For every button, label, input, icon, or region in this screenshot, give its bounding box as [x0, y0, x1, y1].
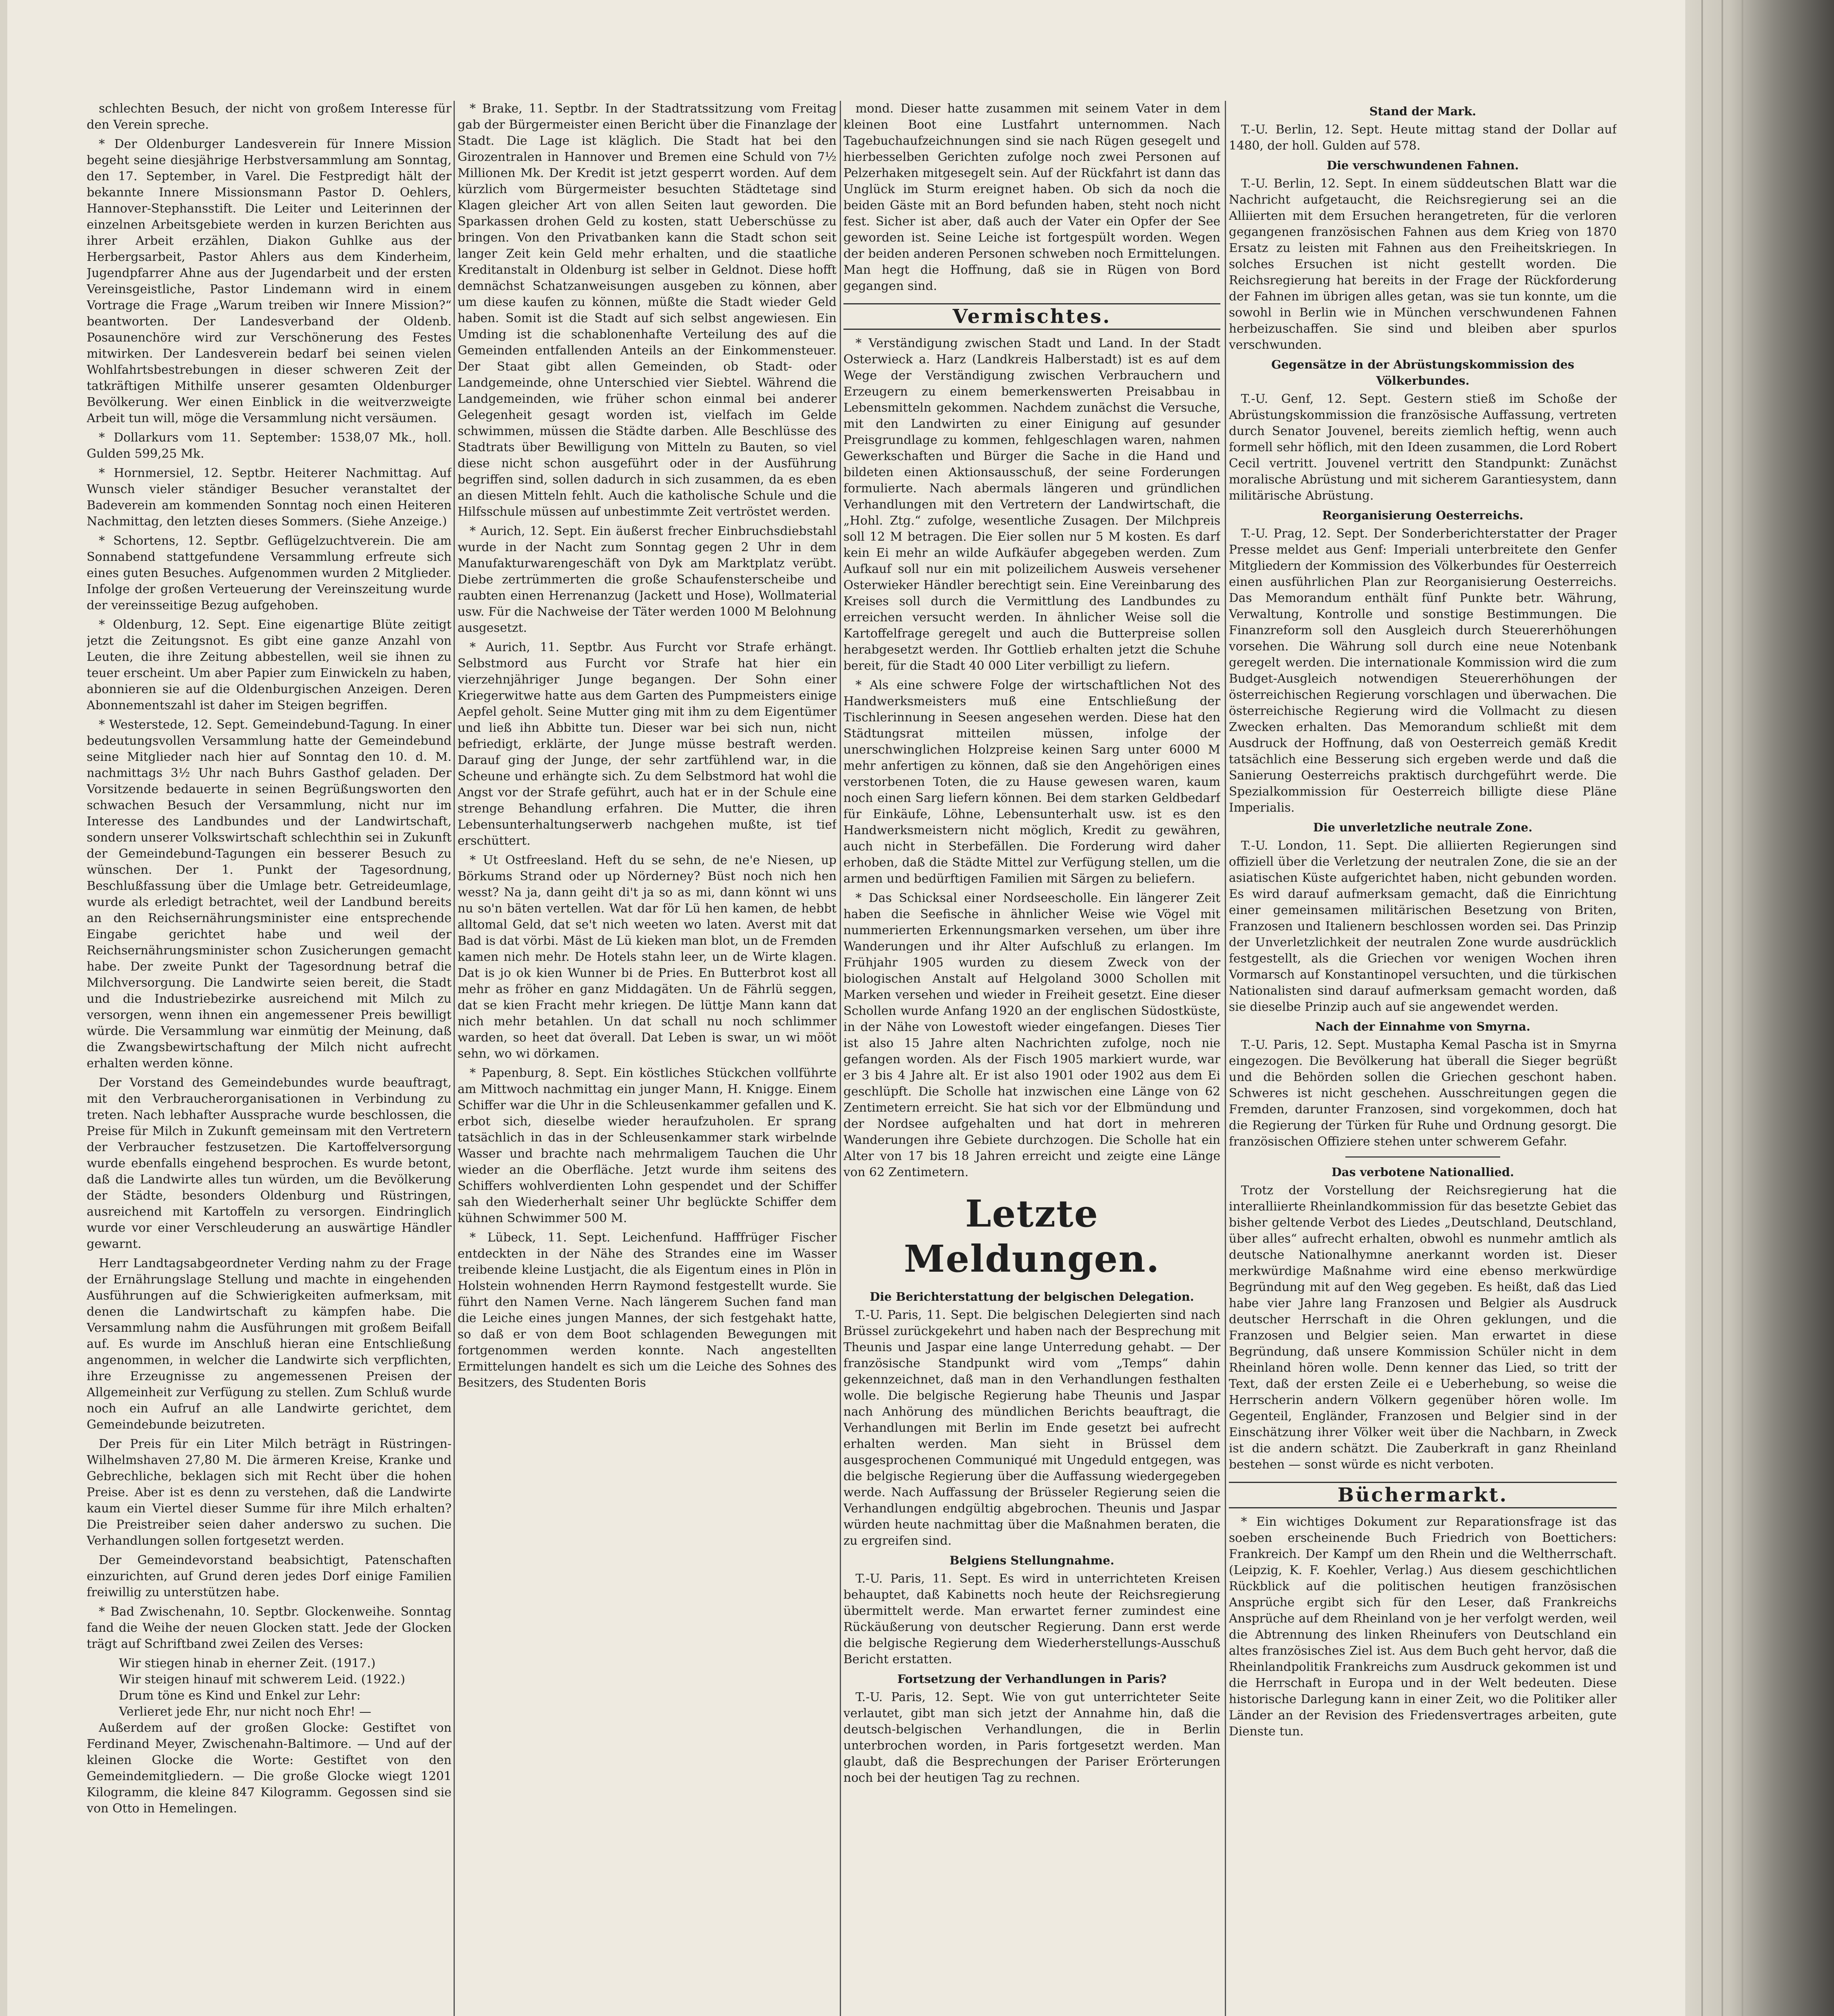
article: * Brake, 11. Septbr. In der Stadtratssitzung vom Freitag gab der Bürgermeister einen Bericht über die Finanzlage der Stadt. Die Lage ist kläglich. Die Stadt hat bei den Girozentralen in Hannover und Bremen eine Schuld von 7½ Millionen Mk. Der Kredit ist jetzt gesperrt worden. Auf dem kürzlich vom Bürgermeister besuchten Städtetage sind Klagen gleicher Art von allen Seiten laut geworden. Die Sparkassen drohen Geld zu kosten, statt Ueberschüsse zu bringen. Von den Privatbanken kann die Stadt schon seit langer Zeit kein Geld mehr erhalten, und die staatliche Kreditanstalt in Oldenburg ist selber in Geldnot. Diese hofft demnächst Schatzanweisungen ausgeben zu können, aber um diese kaufen zu können, müßte die Stadt wieder Geld haben. Somit ist die Stadt auf sich selbst angewiesen. Ein Umding ist die schablonenhafte Verteilung des auf die Gemeinden entfallenden Anteils an der Einkommensteuer. Der Staat gibt allen Gemeinden, ob Stadt- oder Landgemeinde, ohne Unterschied vier Siebtel. Während die Landgemeinden, wie früher schon einmal bei anderer Gelegenheit gesagt worden ist, vielfach im Gelde schwimmen, müssen die Städte darben. Alle Beschlüsse des Stadtrats über Bewilligung von Mitteln zu Bauten, so viel diese nicht schon ausgeführt oder in der Ausführung begriffen sind, sollen dadurch in sich zusammen, da es eben an diesen Mitteln fehlt. Auch die katholische Schule und die Hilfsschule müssen auf unbestimmte Zeit vertröstet werden. [458, 102, 837, 519]
subheading: Reorganisierung Oesterreichs. [1322, 508, 1524, 522]
article: T.-U. Paris, 12. Sept. Mustapha Kemal Pascha ist in Smyrna eingezogen. Die Bevölkerung hat überall die Sieger begrüßt und die Behörden sollen die Griechen geschont haben. Schweres ist nicht geschehen. Ausschreitungen gegen die Fremden, darunter Franzosen, sind vorgekommen, doch hat die Regierung der Türken für Ruhe und Ordnung gesorgt. Die französischen Offiziere stehen unter schwerem Gefahr. [1229, 1038, 1617, 1149]
column-2 [458, 101, 837, 2016]
article: * Schortens, 12. Septbr. Geflügelzuchtverein. Die am Sonnabend stattgefundene Versammlung erfreute sich eines guten Besuches. Aufgenommen wurden 2 Mitglieder. Infolge der großen Verteuerung der Vereinszeitung wurde der vereinsseitige Bezug aufgehoben. [87, 534, 452, 612]
article: T.-U. Berlin, 12. Sept. In einem süddeutschen Blatt war die Nachricht aufgetaucht, die Reichsregierung sei an die Alliierten mit dem Ersuchen herangetreten, für die verloren gegangenen französischen Fahnen aus dem Krieg von 1870 Ersatz zu leisten mit Fahnen aus den Freiheitskriegen. In solches Ersuchen ist nicht gestellt worden. Die Reichsregierung hat bereits in der Frage der Rückforderung der Fahnen im übrigen alles getan, was sie tun konnte, um die sowohl in Berlin wie in München verschwundenen Fahnen herbeizuschaffen. Sie sind und bleiben aber spurlos verschwunden. [1229, 177, 1617, 352]
verse-line: Wir steigen hinauf mit schwerem Leid. (1922.) [119, 1672, 405, 1687]
subheading: Die verschwundenen Fahnen. [1326, 158, 1519, 172]
subheading: Fortsetzung der Verhandlungen in Paris? [897, 1672, 1167, 1686]
article: * Der Oldenburger Landesverein für Innere Mission begeht seine diesjährige Herbstversammlung am Sonntag, den 17. September, in Varel. Die Festpredigt hält der bekannte Innere Missionsmann Pastor D. Oehlers, Hannover-Stephansstift. Die Leiter und Leiterinnen der einzelnen Arbeitsgebiete werden in kurzen Berichten aus ihrer Arbeit erzählen, Diakon Guhlke aus der Herbergsarbeit, Pastor Ahlers aus dem Kinderheim, Jugendpfarrer Ahne aus der Jugendarbeit und der ersten Vereinsgeistliche, Pastor Lindemann wird in einem Vortrage die Frage „Warum treiben wir Innere Mission?“ beantworten. Der Landesverband der Oldenb. Posaunenchöre wird zur Verschönerung des Festes mitwirken. Der Landesverein bedarf bei seinen vielen Wohlfahrtsbestrebungen in dieser schweren Zeit der tatkräftigen Mithilfe unserer gesamten Oldenburger Bevölkerung. Wer einen Einblick in die weitverzweigte Arbeit tun will, möge die Versammlung nicht versäumen. [87, 137, 452, 425]
section-heading-books: Büchermarkt. [1229, 1482, 1617, 1508]
column-rule [454, 101, 455, 2016]
article: T.-U. Berlin, 12. Sept. Heute mittag stand der Dollar auf 1480, der holl. Gulden auf 578. [1229, 123, 1617, 153]
article: Der Gemeindevorstand beabsichtigt, Patenschaften einzurichten, auf Grund deren jedes Dorf einige Familien freiwillig zu unterstützen habe. [87, 1553, 452, 1599]
article: T.-U. Paris, 11. Sept. Es wird in unterrichteten Kreisen behauptet, daß Kabinetts noch heute der Reichsregierung übermittelt werde. Man erwartet ferner zumindest eine Rückäußerung von deutscher Regierung. Dann erst werde die belgische Regierung dem Wiederherstellungs-Ausschuß Bericht erstatten. [843, 1572, 1220, 1666]
article: * Verständigung zwischen Stadt und Land. In der Stadt Osterwieck a. Harz (Landkreis Halberstadt) ist es auf dem Wege der Verständigung zwischen Verbrauchern und Erzeugern zu einem bemerkenswerten Preisabbau in Lebensmitteln gekommen. Nachdem zunächst die Versuche, mit den Landwirten zu einer Einigung auf gesunder Preisgrundlage zu kommen, fehlgeschlagen waren, nahmen Gewerkschaften und Bürger die Sache in die Hand und bildeten einen Aktionsausschuß, der seine Forderungen formulierte. Nach abermals längeren und gründlichen Verhandlungen mit den Vertretern der Landwirtschaft, die „Hohl. Ztg.“ zufolge, wesentliche Zusagen. Der Milchpreis soll 12 M betragen. Die Eier sollen nur 5 M kosten. Es darf kein Ei mehr an wilde Aufkäufer abgegeben werden. Zum Aufkauf soll nur ein mit polizeilichem Ausweis versehener Osterwieker Händler berechtigt sein. Eine Vereinbarung des Kreises soll durch die Vermittlung des Landbundes zu erreichen versucht werden. In ähnlicher Weise soll die Kartoffelfrage geregelt und auch die Butterpreise sollen herabgesetzt werden. Ihr Gottlieb erhalten jetzt die Schuhe bereit, für die Stadt 40 000 Liter verbilligt zu liefern. [843, 336, 1220, 673]
column-3 [843, 101, 1220, 2016]
article: * Ut Ostfreesland. Heft du se sehn, de ne'e Niesen, up Börkums Strand oder up Nörderney? Büst noch nich hen wesst? Na ja, dann geiht di't ja so as mi, dann könnt wi uns nu so'n bäten vertellen. Wat dar för Lü hen kamen, de hebbt alltomal Geld, dat se't nich weeten wo laten. Averst mit dat Bad is dat vörbi. Mäst de Lü kieken man blot, un de Fremden kamen nich mehr. De Hotels stahn leer, un de Wirte klagen. Dat is jo ok kien Wunner bi de Pries. En Butterbrot kost all mehr as fröher en ganz Middagäten. Un de Fährlü seggen, dat se kien Fracht mehr kriegen. De lüttje Mann kann dat nich mehr betahlen. Un dat schall nu noch schlimmer warden, so heet dat överall. Dat Leben is swar, un wi mööt sehn, wo wi dörkamen. [458, 853, 837, 1061]
subheading: Die Berichterstattung der belgischen Delegation. [870, 1290, 1194, 1304]
page-edge [0, 0, 7, 2016]
article: Der Vorstand des Gemeindebundes wurde beauftragt, mit den Verbraucherorganisationen in Verbindung zu treten. Nach lebhafter Aussprache wurde beschlossen, die Preise für Milch in Zukunft gemeinsam mit den Vertretern der Verbraucher festzusetzen. Die Kartoffelversorgung wurde ebenfalls eingehend besprochen. Es wurde betont, daß die Landwirte alles tun würden, um die Bevölkerung der Städte, besonders Oldenburg und Rüstringen, ausreichend mit Kartoffeln zu versorgen. Eindringlich wurde vor einer Verschleuderung an auswärtige Händler gewarnt. [87, 1076, 452, 1251]
article: T.-U. Genf, 12. Sept. Gestern stieß im Schoße der Abrüstungskommission die französische Auffassung, vertreten durch Senator Jouvenel, bereits ziemlich heftig, wenn auch formell sehr höflich, mit den Ideen zusammen, die Lord Robert Cecil vertritt. Jouvenel vertritt den Standpunkt: Zunächst moralische Abrüstung und mit sicherem Garantiesystem, dann militärische Abrüstung. [1229, 392, 1617, 503]
article: T.-U. Paris, 11. Sept. Die belgischen Delegierten sind nach Brüssel zurückgekehrt und haben nach der Besprechung mit Theunis und Jaspar eine lange Unterredung gehabt. — Der französische Standpunkt wird vom „Temps“ dahin gekennzeichnet, daß man in den Verhandlungen festhalten wolle. Die belgische Regierung habe Theunis und Jaspar nach Anhörung des mündlichen Berichts beauftragt, die Verhandlungen mit Berlin im Ende gesetzt bei aufrecht erhalten werden. Man sieht in Brüssel dem ausgesprochenen Communiqué mit Ungeduld entgegen, was die belgische Regierung über die Auffassung wiedergegeben werde. Nach Auffassung der Brüsseler Regierung seien die Verhandlungen endgültig abgebrochen. Theunis und Jaspar würden heute nachmittag über die Maßnahmen beraten, die zu ergreifen sind. [843, 1308, 1220, 1548]
section-heading-last-news: Letzte Meldungen. [903, 1192, 1160, 1281]
article: Außerdem auf der großen Glocke: Gestiftet von Ferdinand Meyer, Zwischenahn-Baltimore. — Und auf der kleinen Glocke die Worte: Gestiftet von den Gemeindemitgliedern. — Die große Glocke wiegt 1201 Kilogramm, die kleine 847 Kilogramm. Gegossen sind sie von Otto in Hemelingen. [87, 1721, 452, 1816]
book-spine [1685, 0, 1834, 2016]
article: T.-U. Paris, 12. Sept. Wie von gut unterrichteter Seite verlautet, gibt man sich jetzt der Annahme hin, daß die deutsch-belgischen Verhandlungen, die in Berlin unterbrochen worden, in Paris fortgesetzt werden. Man glaubt, daß die Besprechungen der Pariser Erörterungen noch bei der heutigen Tag zu rechnen. [843, 1690, 1220, 1785]
article: * Westerstede, 12. Sept. Gemeindebund-Tagung. In einer bedeutungsvollen Versammlung hatte der Gemeindebund seine Mitglieder nach hier auf Sonntag den 10. d. M. nachmittags 3½ Uhr nach Buhrs Gasthof geladen. Der Vorsitzende bedauerte in seinen Begrüßungsworten den schwachen Besuch der Versammlung, nicht nur im Interesse des Landbundes und der Landwirtschaft, sondern unserer Volkswirtschaft schlechthin sei in Zukunft der Gemeindebund-Tagungen ein besserer Besuch zu wünschen. Der 1. Punkt der Tagesordnung, Beschlußfassung über die Umlage betr. Getreideumlage, wurde als erledigt betrachtet, weil der Landbund bereits an den Reichsernährungsminister eine entsprechende Eingabe gerichtet habe und weil der Reichsernährungsminister schon Zusicherungen gemacht habe. Der zweite Punkt der Tagesordnung betraf die Milchversorgung. Die Landwirte seien bereit, die Stadt und die Industriebezirke ausreichend mit Milch zu versorgen, wenn ihnen ein angemessener Preis bewilligt würde. Die Versammlung war einmütig der Meinung, daß die Zwangsbewirtschaftung der Milch nicht aufrecht erhalten werden könne. [87, 718, 452, 1070]
page-stack-line [1701, 0, 1703, 2016]
article: * Als eine schwere Folge der wirtschaftlichen Not des Handwerksmeisters muß eine Entschließung der Tischlerinnung in Seesen angesehen werden. Diese hat den Städtungsrat mitteilen müssen, infolge der unerschwinglichen Holzpreise keinen Sarg unter 6000 M mehr anfertigen zu können, daß sie den Angehörigen eines verstorbenen Toten, die zu Hause gewesen waren, kaum noch einen Sarg liefern können. Bei dem starken Geldbedarf für Einkäufe, Löhne, Lebensunterhalt usw. ist es den Handwerksmeistern nicht möglich, Kredit zu gewähren, auch nicht in Sterbefällen. Die Forderung wird daher erhoben, daß die Städte Mittel zur Verfügung stellen, um die armen und bedürftigen Familien mit Särgen zu beliefern. [843, 678, 1220, 886]
column-1 [87, 101, 452, 2016]
article: * Hornmersiel, 12. Septbr. Heiterer Nachmittag. Auf Wunsch vieler ständiger Besucher veranstaltet der Badeverein am kommenden Sonntag noch einen Heiteren Nachmittag, den letzten dieses Sommers. (Siehe Anzeige.) [87, 466, 452, 529]
article: * Papenburg, 8. Sept. Ein köstliches Stückchen vollführte am Mittwoch nachmittag ein junger Mann, H. Knigge. Einem Schiffer war die Uhr in die Schleusenkammer gefallen und K. erbot sich, dieselbe wieder heraufzuholen. Er sprang tatsächlich in das in der Schleusenkammer stark wirbelnde Wasser und brachte nach mehrmaligem Tauchen die Uhr wieder an die Oberfläche. Jetzt wurde ihm seitens des Schiffers wohlverdienten Lohn gespendet und der Schiffer sah den Wiederherhalt seiner Uhr beglückte Schiffer dem kühnen Schwimmer 500 M. [458, 1066, 837, 1225]
article: * Das Schicksal einer Nordseescholle. Ein längerer Zeit haben die Seefische in ähnlicher Weise wie Vögel mit nummerierten Erkennungsmarken versehen, um über ihre Wanderungen und ihr Alter Aufschluß zu erlangen. Im Frühjahr 1905 wurden zu diesem Zweck von der biologischen Anstalt auf Helgoland 3000 Schollen mit Marken versehen und wieder in Freiheit gesetzt. Eine dieser Schollen wurde Anfang 1920 an der englischen Südostküste, in der Nähe von Lowestoft wieder eingefangen. Dieses Tier ist also 15 Jahre alten Nachrichten zufolge, noch nie gefangen worden. Als der Fisch 1905 markiert wurde, war er 3 bis 4 Jahre alt. Er ist also 1901 oder 1902 aus dem Ei geschlüpft. Die Scholle hat inzwischen eine Länge von 62 Zentimetern erreicht. Sie hat sich vor der Elbmündung und der Nordsee aufgehalten und hat dort in mehreren Wanderungen ihre Gebiete durchzogen. Die Scholle hat ein Alter von 17 bis 18 Jahren erreicht und zeigte eine Länge von 62 Zentimetern. [843, 891, 1220, 1179]
verse-line: Wir stiegen hinab in eherner Zeit. (1917.) [119, 1656, 376, 1670]
article: * Lübeck, 11. Sept. Leichenfund. Hafffrüger Fischer entdeckten in der Nähe des Strandes eine im Wasser treibende kleine Lustjacht, die als Eigentum eines in Plön in Holstein wohnenden Herrn Raymond festgestellt wurde. Sie führt den Namen Verne. Nach längerem Suchen fand man die Leiche eines jungen Mannes, der sich festgehakt hatte, so daß er von dem Boot schlagenden Bewegungen mit fortgenommen werden konnte. Nach angestellten Ermittelungen handelt es sich um die Leiche des Sohnes des Besitzers, des Studenten Boris [458, 1231, 837, 1390]
page-stack-line [1722, 0, 1723, 2016]
column-rule [1225, 101, 1226, 2016]
article: T.-U. Prag, 12. Sept. Der Sonderberichterstatter der Prager Presse meldet aus Genf: Imperiali unterbreitete den Genfer Mitgliedern der Kommission des Völkerbundes für Oesterreich einen ausführlichen Plan zur Reorganisierung Oesterreichs. Das Memorandum enthält fünf Punkte betr. Währung, Verwaltung, Kontrolle und sonstige Bestimmungen. Die Finanzreform soll den Ausgleich durch Steuererhöhungen vorsehen. Die Währung soll durch eine neue Notenbank geregelt werden. Die internationale Kommission wird die zum Budget-Ausgleich notwendigen Steuererhöhungen der österreichischen Regierung vorschlagen und überwachen. Die österreichische Regierung wird die Vollmacht zu diesen Zwecken erhalten. Das Memorandum schließt mit dem Ausdruck der Hoffnung, daß von Oesterreich gemäß Kredit tatsächlich eine Besserung sich ergeben werde und daß die Sanierung Oesterreichs praktisch durchgeführt werde. Die Spezialkommission für Oesterreich billigte diese Pläne Imperialis. [1229, 527, 1617, 815]
column-rule [840, 101, 841, 2016]
page-stack-line [1742, 0, 1743, 2016]
article: * Bad Zwischenahn, 10. Septbr. Glockenweihe. Sonntag fand die Weihe der neuen Glocken statt. Jede der Glocken trägt auf Schriftband zwei Zeilen des Verses: [87, 1605, 452, 1651]
article: T.-U. London, 11. Sept. Die alliierten Regierungen sind offiziell über die Verletzung der neutralen Zone, die sie an der asiatischen Küste aufgerichtet haben, nicht gebunden worden. Es wird darauf aufmerksam gemacht, daß die Einrichtung einer gemeinsamen militärischen Besetzung von Briten, Franzosen und Italienern beschlossen worden sei. Das Prinzip der Unverletzlichkeit der neutralen Zone wurde ausdrücklich festgestellt, als die Griechen vor wenigen Wochen ihren Vormarsch auf Konstantinopel versuchten, und die türkischen Nationalisten sind darauf aufmerksam gemacht worden, daß sie dieselbe Prinzip auch auf sie angewendet werden. [1229, 839, 1617, 1014]
verse-line: Verlieret jede Ehr, nur nicht noch Ehr! — [119, 1705, 371, 1719]
article: schlechten Besuch, der nicht von großem Interesse für den Verein spreche. [87, 102, 452, 132]
subheading: Das verbotene Nationallied. [1331, 1165, 1514, 1179]
article: Herr Landtagsabgeordneter Verding nahm zu der Frage der Ernährungslage Stellung und machte in eingehenden Ausführungen auf die Schwierigkeiten aufmerksam, mit denen die Landwirtschaft zu kämpfen habe. Die Versammlung nahm die Ausführungen mit großem Beifall auf. Es wurde im Anschluß hieran eine Entschließung angenommen, in welcher die Landwirte sich verpflichten, ihre Erzeugnisse zu angemessenen Preisen der Allgemeinheit zur Verfügung zu stellen. Zum Schluß wurde noch ein Aufruf an alle Landwirte gerichtet, dem Gemeindebunde beizutreten. [87, 1256, 452, 1432]
divider [1345, 1156, 1501, 1158]
article: * Aurich, 11. Septbr. Aus Furcht vor Strafe erhängt. Selbstmord aus Furcht vor Strafe hat hier ein vierzehnjähriger Junge begangen. Der Sohn einer Kriegerwitwe hatte aus dem Garten des Pumpmeisters einige Aepfel geholt. Seine Mutter ging mit ihm zu dem Eigentümer und ließ ihn Abbitte tun. Dieser war bei sich nun, nicht befriedigt, erklärte, der Junge müsse bestraft werden. Darauf ging der Junge, der sehr zartfühlend war, in die Scheune und erhängte sich. Zu dem Selbstmord hat wohl die Angst vor der Strafe geführt, auch hat er in der Schule eine strenge Behandlung erfahren. Die Mutter, die ihren Lebensunterhaltungserwerb nachgehen mußte, ist tief erschüttert. [458, 640, 837, 848]
subheading: Die unverletzliche neutrale Zone. [1313, 821, 1532, 834]
article: mond. Dieser hatte zusammen mit seinem Vater in dem kleinen Boot eine Lustfahrt unternommen. Nach Tagebuchaufzeichnungen sind sie nach Rügen gesegelt und hierbesselben Gerichten zufolge noch zwei Personen auf Pelzerhaken mitgesegelt sein. Auf der Rückfahrt ist dann das Unglück im Sturm ereignet haben. Ob sich da noch die beiden Gäste mit an Bord befunden haben, steht noch nicht fest. Sicher ist aber, daß auch der Vater ein Opfer der See geworden ist. Seine Leiche ist fortgespült worden. Wegen der beiden anderen Personen schweben noch Ermittelungen. Man hegt die Hoffnung, daß sie in Rügen von Bord gegangen sind. [843, 102, 1220, 293]
article: * Ein wichtiges Dokument zur Reparationsfrage ist das soeben erscheinende Buch Friedrich von Boettichers: Frankreich. Der Kampf um den Rhein und die Weltherrschaft. (Leipzig, K. F. Koehler, Verlag.) Aus diesem geschichtlichen Rückblick auf die politischen heutigen französischen Ansprüche ergibt sich für den Leser, daß Frankreichs Ansprüche auf dem Rheinland von je her verfolgt werden, weil die Abtrennung des linken Rheinufers von Deutschland ein altes französisches Ziel ist. Aus dem Buch geht hervor, daß die Rheinlandpolitik Frankreichs zum Ausdruck gekommen ist und die Herrschaft in Europa und in der Welt bedeuten. Diese historische Darlegung kann in einer Zeit, wo die Politiker aller Länder an der Revision des Friedensvertrages arbeiten, gute Dienste tun. [1229, 1515, 1617, 1739]
article: * Oldenburg, 12. Sept. Eine eigenartige Blüte zeitigt jetzt die Zeitungsnot. Es gibt eine ganze Anzahl von Leuten, die ihre Zeitung abbestellen, weil sie ihnen zu teuer erscheint. Um aber Papier zum Einwickeln zu haben, abonnieren sie auf die Oldenburgischen Anzeigen. Deren Abonnementszahl ist daher im Steigen begriffen. [87, 618, 452, 712]
article: Trotz der Vorstellung der Reichsregierung hat die interalliierte Rheinlandkommission für das besetzte Gebiet das bisher geltende Verbot des Liedes „Deutschland, Deutschland, über alles“ aufrecht erhalten, obwohl es nunmehr amtlich als deutsche Nationalhymne anerkannt worden ist. Dieser merkwürdige Maßnahme wird eine ebenso merkwürdige Begründung mit auf den Weg gegeben. Es heißt, daß das Lied habe vier Jahre lang Franzosen und Belgier als Ausdruck deutscher Herrschaft in die Ohren geklungen, und die Franzosen und Belgier seien. Man erwartet in diese Begründung, daß unsere Kommission Schüler nicht in dem Rheinland hören wolle. Denn kenner das Lied, so tritt der Text, daß der ersten Zeile ei e Ueberhebung, so weise die Herrscherin andern Völkern gegenüber hören wolle. Im Gegenteil, Engländer, Franzosen und Belgier sind in der Einschätzung ihrer Völker weit über die Nachbarn, in Zweck ist die andern schätzt. Die Zauberkraft in ganz Rheinland bestehen — sonst würde es nicht verboten. [1229, 1183, 1617, 1472]
subheading: Belgiens Stellungnahme. [949, 1554, 1114, 1567]
article: * Dollarkurs vom 11. September: 1538,07 Mk., holl. Gulden 599,25 Mk. [87, 431, 452, 461]
section-heading-misc: Vermischtes. [843, 303, 1220, 330]
article: Der Preis für ein Liter Milch beträgt in Rüstringen-Wilhelmshaven 27,80 M. Die ärmeren Kreise, Kranke und Gebrechliche, beklagen sich mit Recht über die hohen Preise. Aber ist es denn zu verstehen, daß die Landwirte kaum ein Viertel dieser Summe für ihre Milch erhalten? Die Preistreiber seien daher anderswo zu suchen. Die Verhandlungen sollen fortgesetzt werden. [87, 1437, 452, 1548]
verse-line: Drum töne es Kind und Enkel zur Lehr: [119, 1689, 361, 1703]
subheading: Gegensätze in der Abrüstungskommission des Völkerbundes. [1271, 358, 1574, 387]
column-4 [1229, 101, 1617, 2016]
article: * Aurich, 12. Sept. Ein äußerst frecher Einbruchsdiebstahl wurde in der Nacht zum Sonntag gegen 2 Uhr in dem Manufakturwarengeschäft von Dyk am Marktplatz verübt. Diebe zertrümmerten die große Schaufensterscheibe und raubten einen Herrenanzug (Jackett und Hose), Wollmaterial usw. Für die Nachweise der Täter werden 1000 M Belohnung ausgesetzt. [458, 524, 837, 635]
subheading: Stand der Mark. [1369, 104, 1476, 118]
subheading: Nach der Einnahme von Smyrna. [1315, 1020, 1530, 1033]
